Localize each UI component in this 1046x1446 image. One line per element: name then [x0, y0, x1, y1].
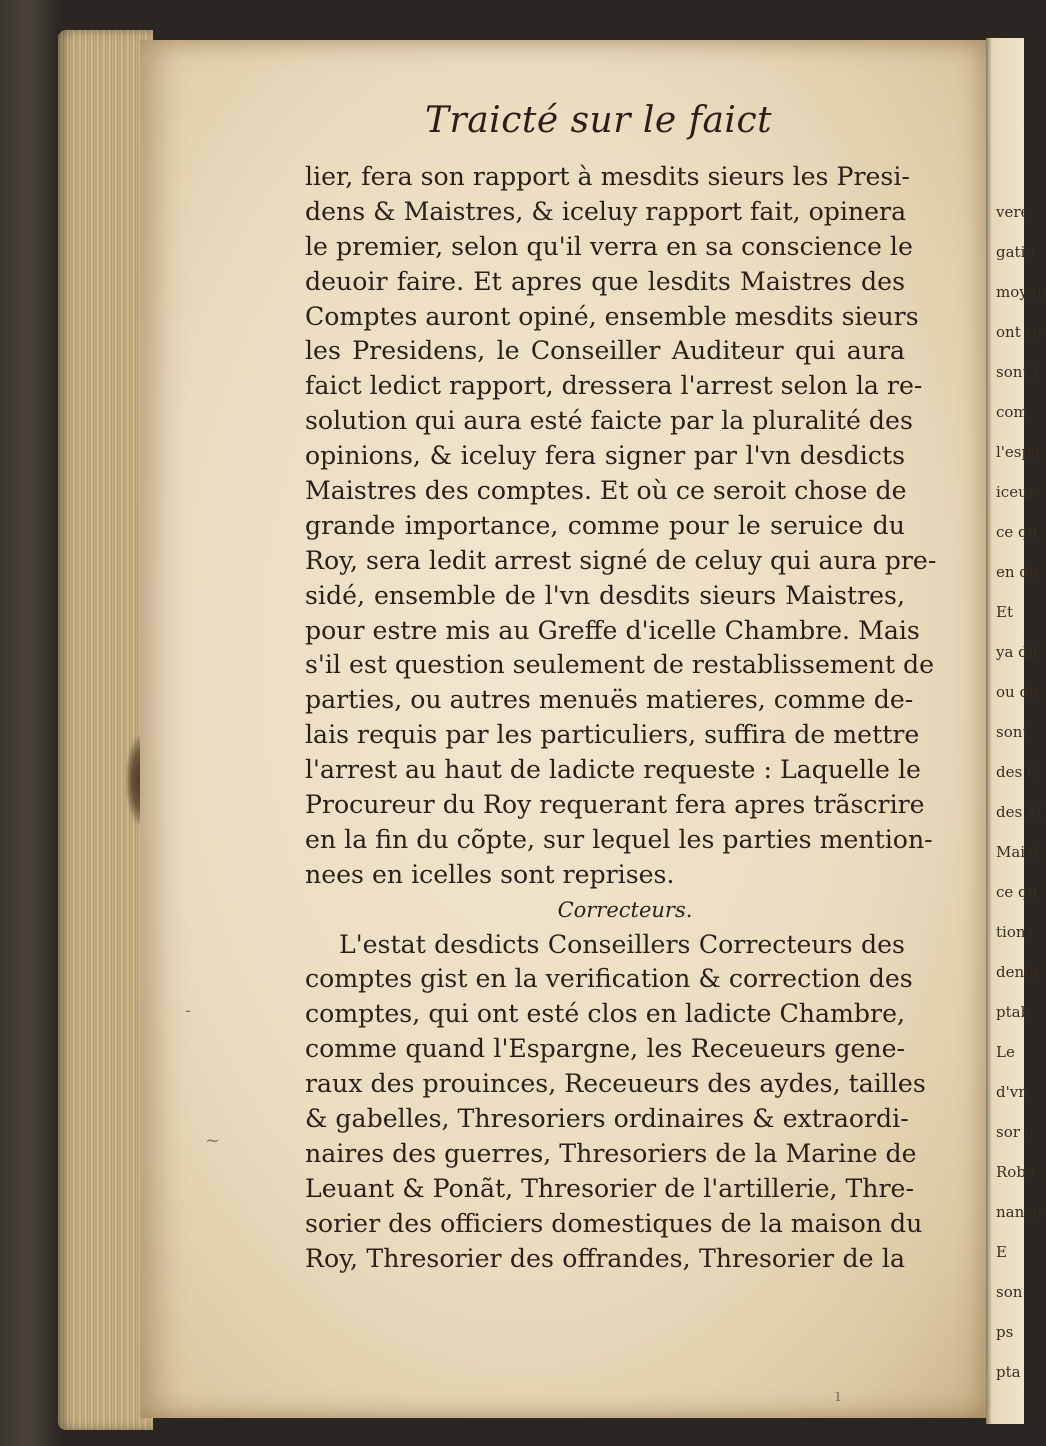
text-line: comme quand l'Espargne, les Receueurs gene-: [305, 1034, 905, 1064]
text-line: les Presidens, le Conseiller Auditeur qui aura: [305, 336, 905, 366]
margin-mark: ı: [835, 1385, 841, 1406]
page-body: [305, 160, 937, 1277]
text-line: opinions, & iceluy fera signer par l'vn desdicts: [305, 441, 905, 471]
next-page-fragment: ya dif: [996, 643, 1039, 661]
next-page-fragment: E: [996, 1243, 1007, 1261]
next-page-fragment: iceur: [996, 483, 1035, 501]
section-heading: Correcteurs.: [557, 897, 693, 922]
text-line: deuoir faire. Et apres que lesdits Maistres des: [305, 266, 905, 296]
next-page-fragment: moyen: [996, 283, 1046, 301]
text-line: Roy, Thresorier des offrandes, Thresorier de la: [305, 1243, 905, 1273]
text-line: Leuant & Ponãt, Thresorier de l'artillerie, Thre-: [305, 1173, 914, 1203]
text-line: Maistres des comptes. Et où ce seroit chose de: [305, 476, 907, 506]
text-line: le premier, selon qu'il verra en sa conscience le: [305, 231, 913, 261]
next-page-fragment: Et: [996, 603, 1013, 621]
next-page-fragment: son: [996, 1283, 1023, 1301]
text-line: nees en icelles sont reprises.: [305, 859, 675, 889]
text-line: dens & Maistres, & iceluy rapport fait, opinera: [305, 196, 907, 226]
running-head: Traicté sur le faict: [425, 100, 773, 141]
text-line: pour estre mis au Greffe d'icelle Chambre. Mais: [305, 615, 920, 645]
text-line: Roy, sera ledit arrest signé de celuy qui aura pre-: [305, 545, 937, 575]
next-page-fragment: Le: [996, 1043, 1015, 1061]
text-line: s'il est question seulement de restablissement de: [305, 650, 935, 680]
next-page-fragment: ptab: [996, 1003, 1031, 1021]
text-line: grande importance, comme pour le seruice du: [305, 510, 905, 540]
text-line: lais requis par les particuliers, suffira de mettre: [305, 720, 920, 750]
text-line: comptes, qui ont esté clos en ladicte Chambre,: [305, 999, 905, 1029]
text-line: Procureur du Roy requerant fera apres trãscrire: [305, 790, 925, 820]
margin-mark: ~: [205, 1130, 221, 1151]
next-page-edge: [986, 38, 1046, 1424]
text-line: solution qui aura esté faicte par la pluralité des: [305, 406, 913, 436]
next-page-fragment: denie: [996, 963, 1038, 981]
next-page-fragment: ce qu: [996, 883, 1038, 901]
text-line: en la fin du cõpte, sur lequel les parties mention-: [305, 824, 933, 854]
next-page-fragment: l'espa: [996, 443, 1041, 461]
text-line: l'arrest au haut de ladicte requeste : Laquelle le: [305, 755, 921, 785]
next-page-fragment: des C: [996, 763, 1039, 781]
next-page-fragment: ou de: [996, 683, 1038, 701]
page-edges: [58, 30, 153, 1430]
next-page-fragment: Maist: [996, 843, 1039, 861]
text-line: parties, ou autres menuës matieres, comme de-: [305, 685, 914, 715]
next-page-fragment: tions: [996, 923, 1034, 941]
text-line: lier, fera son rapport à mesdits sieurs les Presi-: [305, 162, 910, 191]
next-page-fragment: ps: [996, 1323, 1014, 1341]
next-page-fragment: des M: [996, 803, 1043, 821]
next-page-fragment: vere: [996, 203, 1030, 221]
next-page-fragment: nance: [996, 1203, 1042, 1221]
next-page-fragment: ce qu: [996, 523, 1038, 541]
next-page-fragment: com: [996, 403, 1028, 421]
next-page-fragment: ont re: [996, 323, 1042, 341]
next-page-fragment: sor c: [996, 1123, 1034, 1141]
text-line: sidé, ensemble de l'vn desdits sieurs Maistres,: [305, 580, 905, 610]
text-line: naires des guerres, Thresoriers de la Marine de: [305, 1138, 917, 1168]
next-page-fragment: gatio: [996, 243, 1035, 261]
text-line: faict ledict rapport, dressera l'arrest selon la re-: [305, 371, 923, 401]
text-line: comptes gist en la verification & correction des: [305, 964, 913, 994]
next-page-fragment: d'vn: [996, 1083, 1028, 1101]
next-page-fragment: Robe: [996, 1163, 1035, 1181]
text-line: & gabelles, Thresoriers ordinaires & extraordi-: [305, 1104, 909, 1134]
next-page-fragment: en de: [996, 563, 1038, 581]
paragraph-first-line: L'estat desdicts Conseillers Correcteurs des: [339, 929, 905, 959]
text-line: raux des prouinces, Receueurs des aydes, tailles: [305, 1069, 926, 1099]
margin-mark: -: [185, 1000, 192, 1021]
next-page-fragment: sont l: [996, 363, 1038, 381]
next-page-fragment: pta: [996, 1363, 1021, 1381]
text-line: Comptes auront opiné, ensemble mesdits sieurs: [305, 301, 919, 331]
next-page-fragment: sont: [996, 723, 1029, 741]
text-line: sorier des officiers domestiques de la maison du: [305, 1208, 923, 1238]
